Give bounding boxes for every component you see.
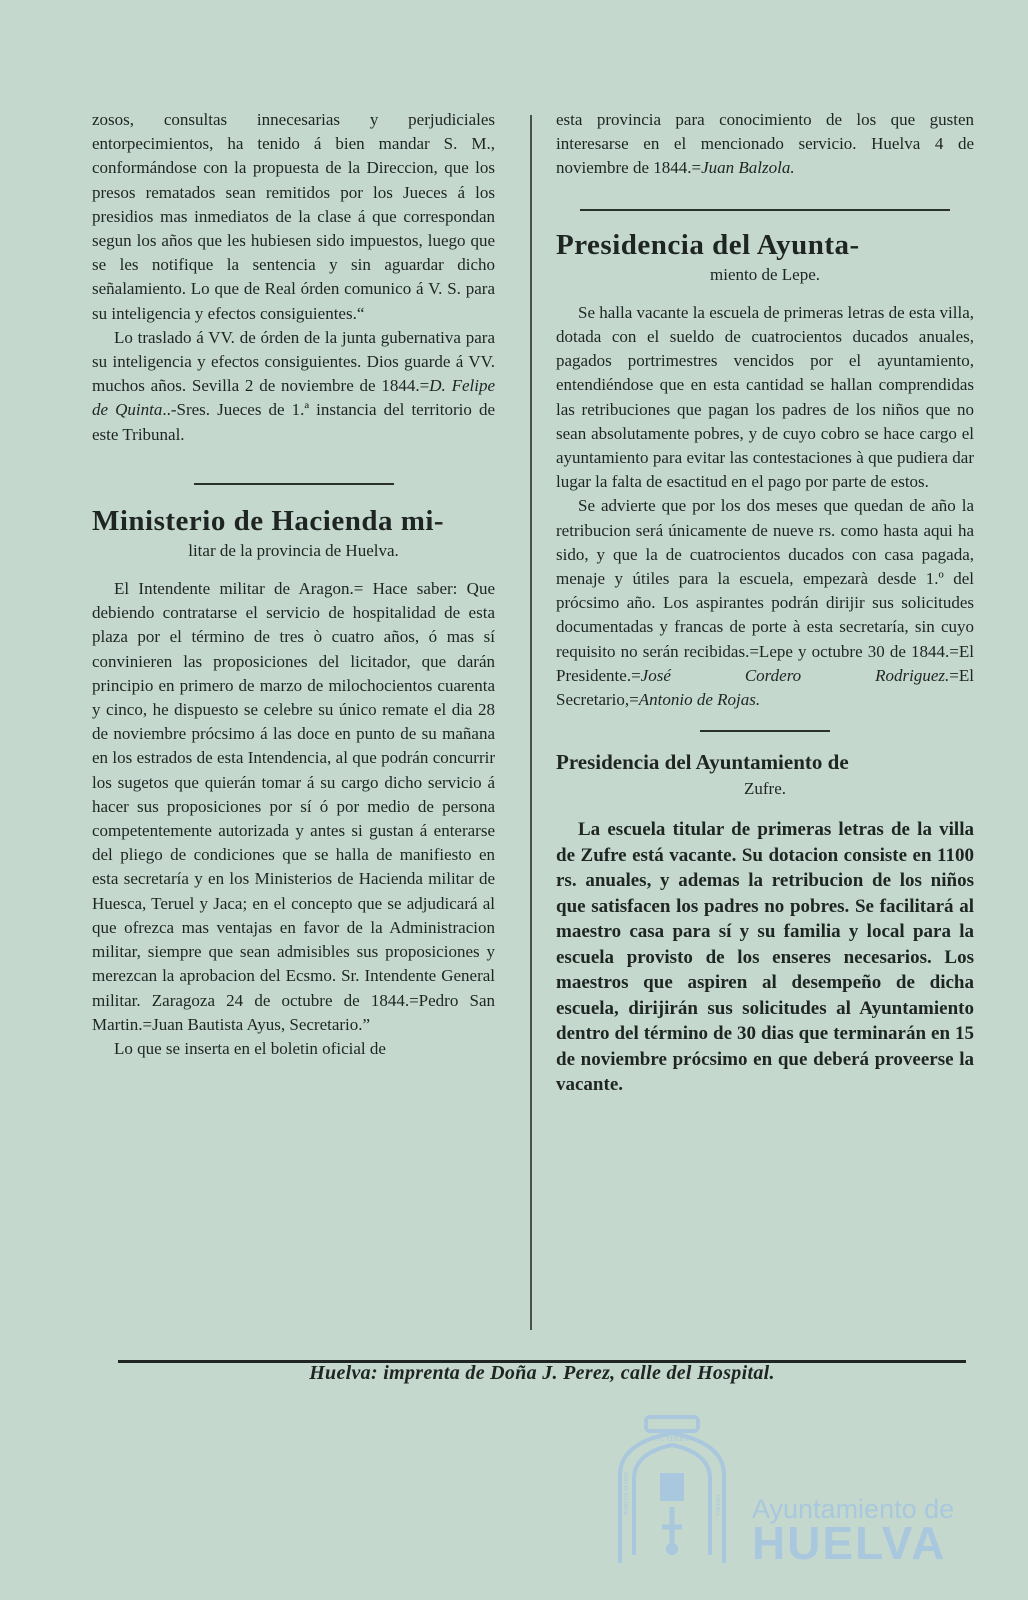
signer-felipe: D. Felipe de Quinta — [92, 376, 495, 420]
ministerio-heading-line1: Ministerio de Hacienda mi- — [92, 504, 445, 537]
section-divider — [580, 209, 950, 211]
lepe-p2-mid: =El Secretario,= — [556, 665, 974, 710]
huelva-cont-text: esta provincia para conocimiento de los que gusten interesarse en el mencionado servicio. Huelva 4 de noviembre de 1844.= — [556, 110, 974, 178]
lepe-paragraph-1: Se halla vacante la escuela de primeras letras de esta villa, dotada con el sueldo de cuatrocientos ducados anuales, pagados portrimestres vencidos por el ayuntamiento, entendiéndose que en esta cantidad se hallan comprendidas las retribuciones que pagan los padres de los niños que no sean absolutamente pobres, y de cuyo cobro se hace cargo el ayuntamiento para evitar las contestaciones à que pudiera dar lugar la falta de esactitud en el pago por parte de estos. — [556, 302, 975, 492]
lepe-p2-text: Se advierte que por los dos meses que quedan de año la retribucion será únicamente de nueve rs. como hasta aqui ha sido, y que la de cuatrocientos ducados con casa pagada, menaje y útiles para la escuela, empezarà desde 1.º del prócsimo año. Los aspirantes podrán dirijir sus solicitudes documentadas y francas de porte à esta secretaría, sin cuyo requisito no serán recibidas.=Lepe y octubre 30 de 1844.=El Presidente.= — [556, 496, 974, 685]
lepe-heading: Presidencia del Ayunta- — [556, 228, 860, 261]
ministerio-body: El Intendente militar de Aragon.= Hace saber: Que debiendo contratarse el servicio de hospitalidad de esta plaza por el término de tres ò cuatro años, ó mas sí convinieren las proposiciones del licitador, que darán principio en primero de marzo de milochocientos cuarenta y cinco, he dispuesto se celebre su único remate el dia 28 de noviembre prócsimo á las doce en punto de su mañana en los estrados de esta Intendencia, al que podrán concurrir los sugetos que quierán tomar á su cargo dicho servicio á hacer sus proposiciones por sí ó por medio de persona competentemente autorizada y antes si gustan á enterarse del pliego de condiciones que se halla de manifiesto en esta secretaría y en los Ministerios de Hacienda militar de Huesca, Teruel y Jaca; en el concepto que se adjudicará al que ofrezca mas ventajas en favor de la Administracion militar, siempre que sean admisibles sus proposiciones y merezcan la aprobacion del Ecsmo. Sr. Intendente General militar. Zaragoza 24 de octubre de 1844.=Pedro San Martin.=Juan Bautista Ayus, Secretario.” — [92, 579, 495, 1034]
imprint-footer: Huelva: imprenta de Doña J. Perez, calle del Hospital. — [309, 1362, 775, 1384]
section-divider — [700, 730, 830, 732]
lepe-paragraph-2 — [556, 494, 974, 712]
signer-balzola: Juan Balzola. — [701, 158, 795, 178]
section-divider — [194, 483, 394, 485]
left-column — [92, 108, 495, 1061]
paragraph-presos: zosos, consultas innecesarias y perjudiciales entorpecimientos, ha tenido á bien mandar S. M., conformándose con la propuesta de la Direccion, que los presos rematados sean remitidos por los Jueces á los presidios mas inmediatos de la clase á que correspondan segun los años que les hubiesen sido impuestos, luego que se les notifique la sentencia y sin aguardar dicho señalamiento. Lo que de Real órden comunico á V. S. para su inteligencia y efectos consiguientes.“ — [92, 110, 495, 323]
watermark-line1: Ayuntamiento de — [752, 1494, 955, 1524]
ministerio-tail: Lo que se inserta en el boletin oficial de — [114, 1038, 386, 1058]
zufre-heading: Presidencia del Ayuntamiento de — [556, 750, 849, 775]
signer-cordero: José Cordero Rodriguez. — [640, 665, 950, 685]
zufre-body — [556, 817, 974, 1098]
zufre-paragraph: La escuela titular de primeras letras de la villa de Zufre está vacante. Su dotacion consiste en 1100 rs. anuales, y ademas la retribucion de los niños que satisfacen los padres no pobres. Se facilitará al maestro casa para sí y su familia y local para la escuela provisto de los enseres necesarios. Los maestros que aspiren al desempeño de dicha escuela, dirijirán sus solicitudes al Ayuntamiento dentro del término de 30 dias que terminarán en 15 de noviembre prócsimo en que deberá proveerse la vacante. — [556, 819, 974, 1096]
right-column — [556, 108, 974, 1098]
signer-rojas: Antonio de Rojas. — [638, 690, 761, 710]
traslado-end: ..-Sres. Jueces de 1.ª instancia del territorio de este Tribunal. — [92, 400, 495, 444]
column-divider — [530, 115, 532, 1330]
zufre-subheading: Zufre. — [743, 779, 786, 799]
ministerio-subheading: litar de la provincia de Huelva. — [188, 540, 399, 560]
watermark-seal-left: PORTUS MARIS — [624, 1471, 630, 1515]
ministerio-heading — [92, 505, 495, 537]
traslado-text: Lo traslado á VV. de órden de la junta gubernativa para su inteligencia y efectos consiguientes. Dios guarde á VV. muchos años. Sevilla 2 de noviembre de 1844.= — [92, 327, 495, 396]
watermark-seal-text: ST. TERRA — [655, 1435, 689, 1443]
paragraph-traslado — [92, 326, 495, 447]
lepe-subheading: miento de Lepe. — [710, 264, 820, 284]
paragraph-huelva-cont — [556, 108, 974, 181]
watermark-line2: HUELVA — [752, 1517, 947, 1569]
watermark-seal-right: ONUBA — [714, 1495, 720, 1517]
